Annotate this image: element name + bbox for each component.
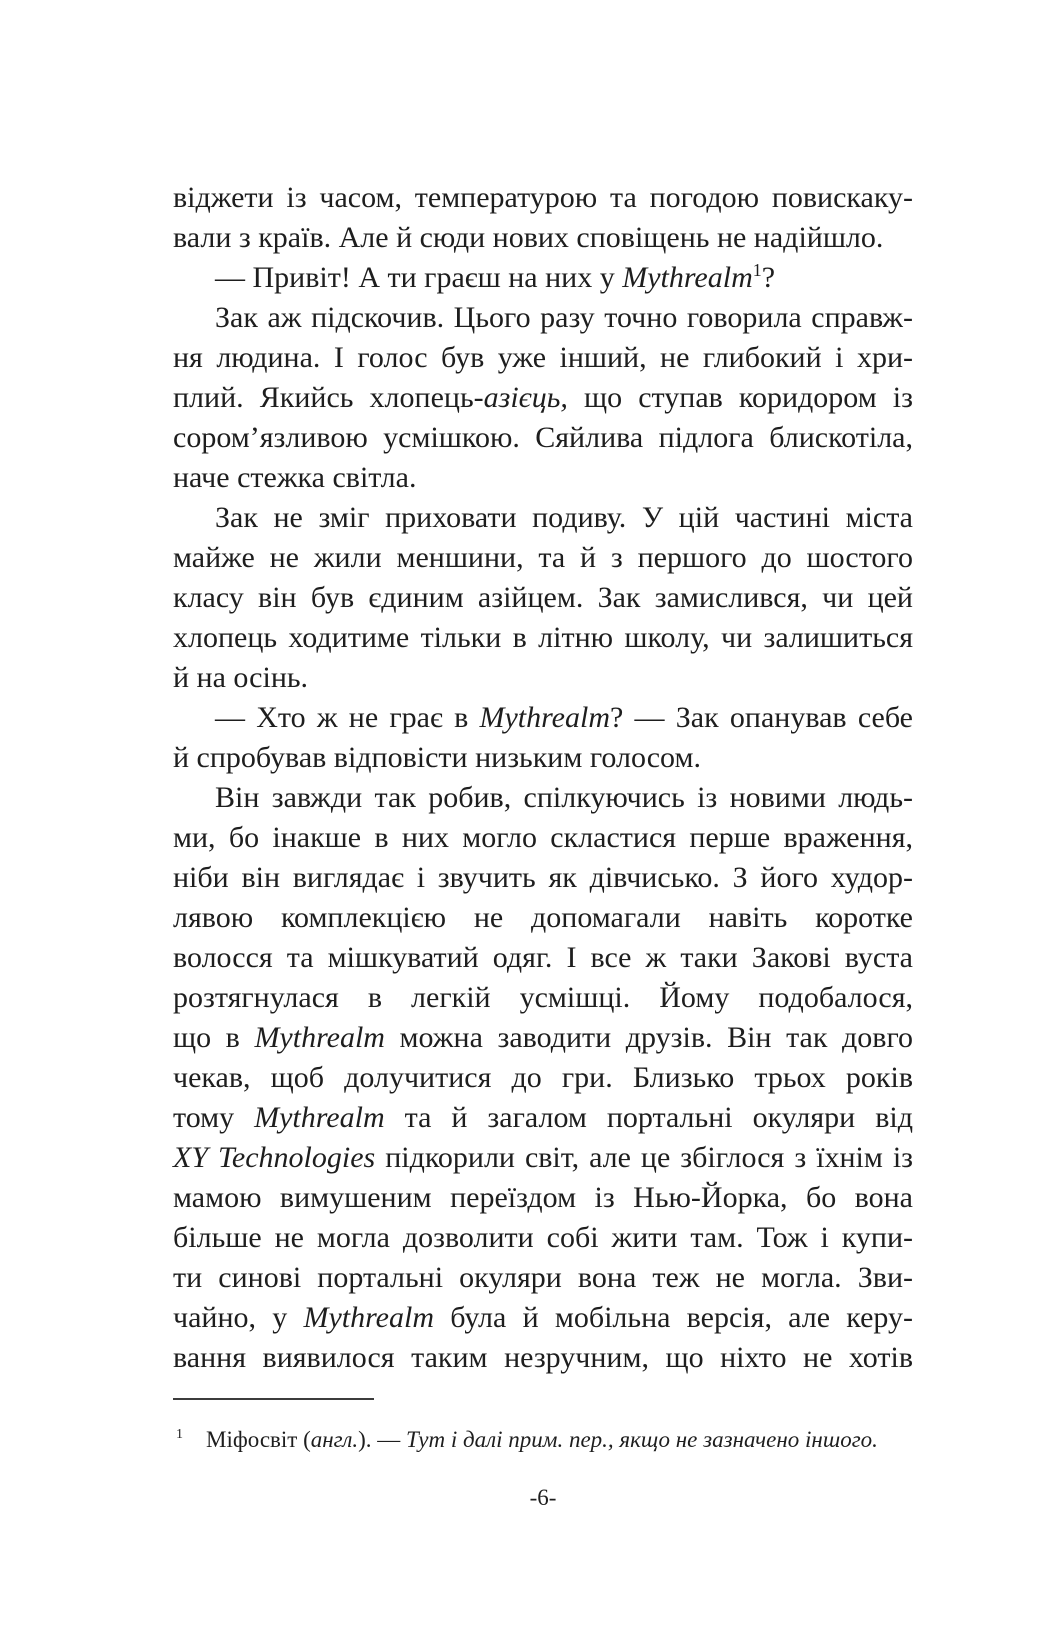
text-line xyxy=(173,578,913,618)
text-segment: Він завжди так робив, спілкуючись із новими людь- xyxy=(215,781,913,814)
text-segment: ? — Зак опанував себе xyxy=(610,701,914,734)
italic-text: Тут і далі прим. пер., якщо не зазначено іншого. xyxy=(406,1426,878,1452)
italic-text: англ. xyxy=(310,1426,359,1452)
italic-text: Mythrealm xyxy=(303,1301,435,1334)
text-line xyxy=(173,1138,913,1178)
text-line xyxy=(173,1018,913,1058)
text-segment: віджети із часом, температурою та погодою повискаку- xyxy=(173,181,913,214)
text-segment: лявою комплекцією не допомагали навіть коротке xyxy=(173,901,913,934)
text-segment: Міфосвіт ( xyxy=(206,1426,311,1452)
italic-text: Mythrealm xyxy=(254,1101,385,1134)
text-segment: що ступав коридором із xyxy=(567,381,913,414)
text-segment: ня людина. І голос був уже інший, не глибокий і хри- xyxy=(173,341,913,374)
text-segment: ). — xyxy=(358,1426,407,1452)
text-segment: розтягнулася в легкій усмішці. Йому подобалося, xyxy=(173,981,913,1014)
text-line xyxy=(173,298,913,338)
text-segment: ми, бо інакше в них могло скластися перше враження, xyxy=(173,821,913,854)
text-segment: що в xyxy=(173,1021,255,1054)
text-segment: вали з країв. Але й сюди нових сповіщень не надійшло. xyxy=(173,221,884,254)
text-segment: класу він був єдиним азійцем. Зак замислився, чи цей xyxy=(173,581,913,614)
text-segment: й на осінь. xyxy=(173,661,309,694)
text-line xyxy=(173,698,913,738)
text-segment: Зак не зміг приховати подиву. У цій частині міста xyxy=(215,501,913,534)
italic-text: Mythrealm xyxy=(622,261,753,294)
text-line xyxy=(173,1178,913,1218)
text-line xyxy=(173,938,913,978)
text-segment: та й загалом портальні окуляри від xyxy=(384,1101,913,1134)
text-segment: плий. Якийсь хлопець- xyxy=(173,381,484,414)
italic-text: азієць, xyxy=(483,381,568,414)
text-segment: волосся та мішкуватий одяг. І все ж таки Закові вуста xyxy=(173,941,913,974)
text-line xyxy=(173,418,913,458)
text-line xyxy=(173,858,913,898)
text-segment: — Хто ж не грає в xyxy=(215,701,480,734)
text-segment: ? xyxy=(761,261,776,294)
text-line xyxy=(173,978,913,1018)
text-line xyxy=(173,378,913,418)
footnote-reference: 1 xyxy=(752,260,762,280)
text-line xyxy=(173,338,913,378)
text-segment: ти синові портальні окуляри вона теж не могла. Зви- xyxy=(173,1261,913,1294)
italic-text: Mythrealm xyxy=(479,701,611,734)
text-line xyxy=(173,1298,913,1338)
text-segment: можна заводити друзів. Він так довго xyxy=(384,1021,914,1054)
text-segment: й спробував відповісти низьким голосом. xyxy=(173,741,701,774)
text-line xyxy=(173,658,913,698)
page-number: -6- xyxy=(529,1485,557,1510)
text-line xyxy=(173,1258,913,1298)
text-line xyxy=(173,1338,913,1378)
text-line xyxy=(173,458,913,498)
text-segment: — Привіт! А ти граєш на них у xyxy=(215,261,623,294)
text-segment: Зак аж підскочив. Цього разу точно говорила справж- xyxy=(215,301,913,334)
text-segment: вання виявилося таким незручним, що ніхто не хотів xyxy=(173,1341,913,1374)
text-line xyxy=(173,1218,913,1258)
text-line xyxy=(173,498,913,538)
italic-text: XY Technologies xyxy=(173,1141,376,1174)
text-segment: більше не могла дозволити собі жити там. Тож і купи- xyxy=(173,1221,913,1254)
text-line xyxy=(173,898,913,938)
text-line xyxy=(173,1058,913,1098)
footnote-marker: 1 xyxy=(176,1427,183,1442)
text-segment: тому xyxy=(173,1101,255,1134)
page-text xyxy=(173,178,913,1378)
text-line xyxy=(173,218,913,258)
footnote-rule xyxy=(173,1398,374,1400)
text-segment: чайно, у xyxy=(173,1301,304,1334)
text-line xyxy=(173,1098,913,1138)
text-line xyxy=(173,258,913,298)
text-segment: хлопець ходитиме тільки в літню школу, чи залишиться xyxy=(173,621,913,654)
text-segment: ніби він виглядає і звучить як дівчисько. З його худор- xyxy=(173,861,913,894)
text-segment: чекав, щоб долучитися до гри. Близько трьох років xyxy=(173,1061,913,1094)
text-segment: сором’язливою усмішкою. Сяйлива підлога блискотіла, xyxy=(173,421,913,454)
italic-text: Mythrealm xyxy=(254,1021,385,1054)
text-line xyxy=(173,178,913,218)
footnote xyxy=(173,1420,933,1455)
text-segment: наче стежка світла. xyxy=(173,461,417,494)
text-segment: мамою вимушеним переїздом із Нью-Йорка, бо вона xyxy=(173,1181,913,1214)
text-line xyxy=(173,618,913,658)
text-line xyxy=(173,738,913,778)
text-segment: майже не жили меншини, та й з першого до шостого xyxy=(173,541,913,574)
text-line xyxy=(173,818,913,858)
footnote-text xyxy=(206,1425,878,1455)
text-line xyxy=(173,778,913,818)
text-segment: була й мобільна версія, але керу- xyxy=(434,1301,914,1334)
text-segment: підкорили світ, але це збіглося з їхнім із xyxy=(375,1141,914,1174)
text-line xyxy=(173,538,913,578)
